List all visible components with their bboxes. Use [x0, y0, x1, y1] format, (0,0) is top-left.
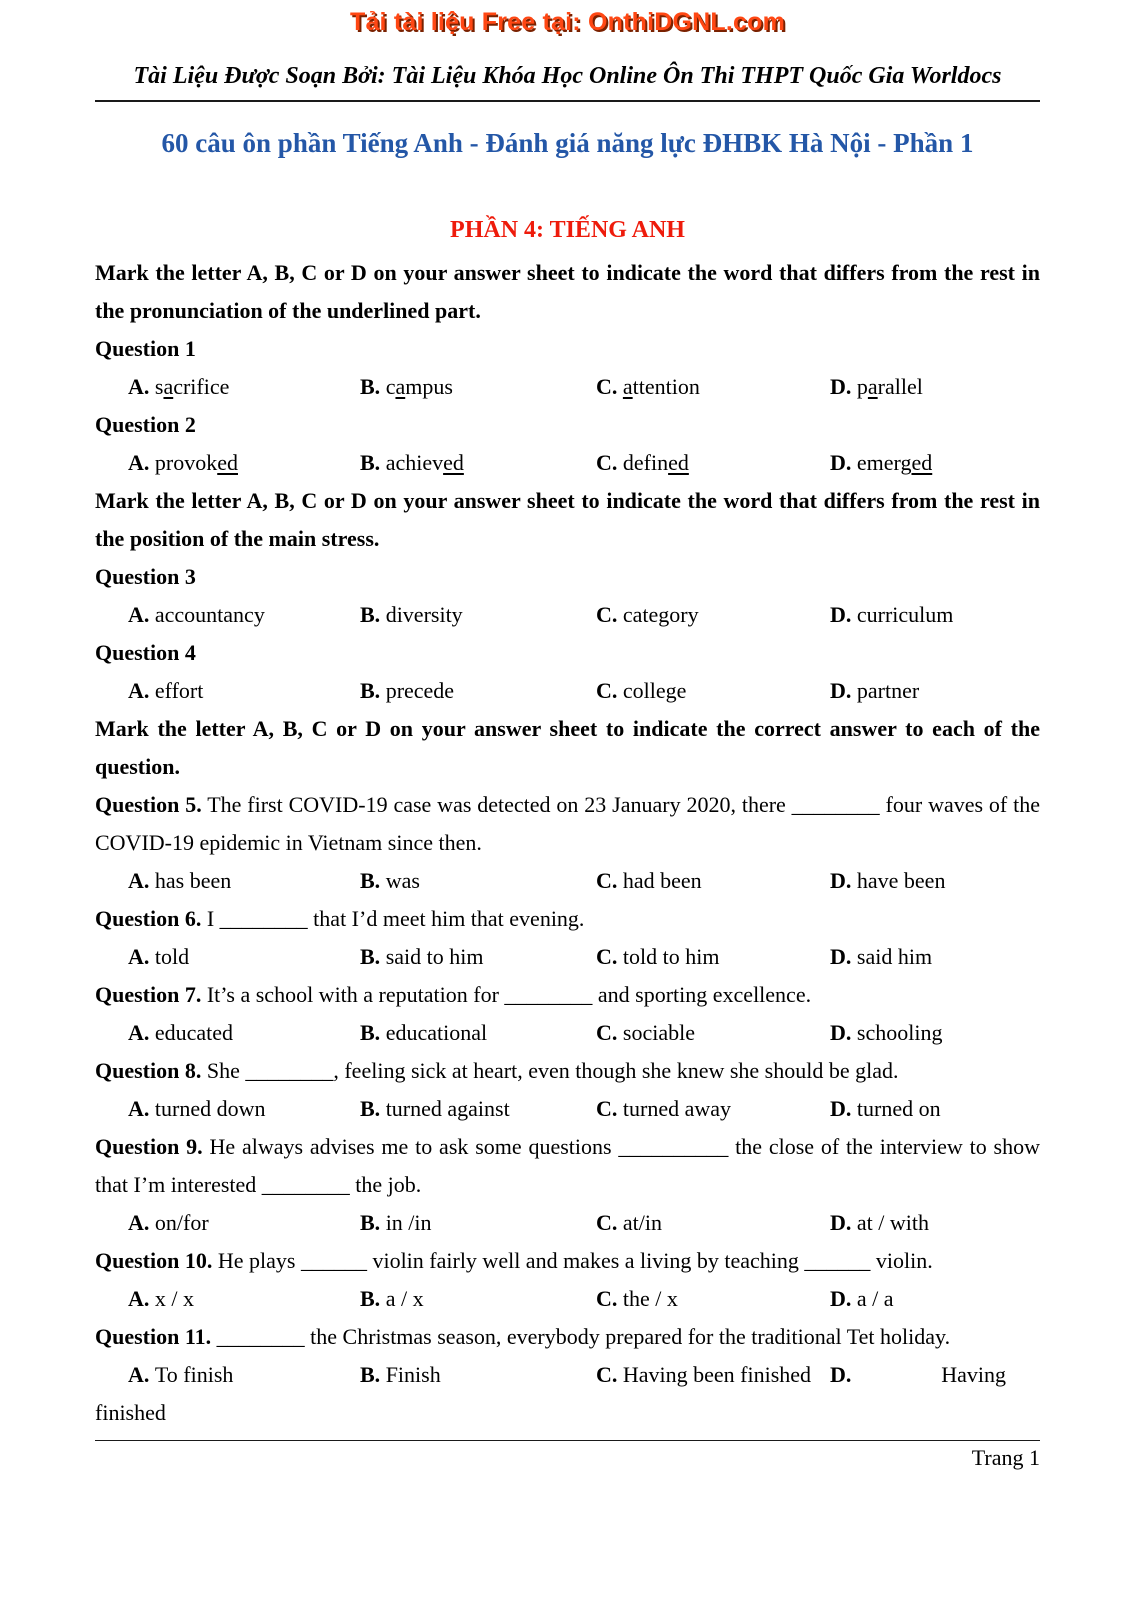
option-letter: B.	[360, 1362, 381, 1387]
option-A	[128, 1204, 360, 1242]
option-C	[596, 1090, 830, 1128]
option-A	[128, 1356, 360, 1394]
option-C	[596, 672, 830, 710]
option-text: Having been finished	[622, 1362, 812, 1387]
option-A	[128, 444, 360, 482]
question-stem: Question 6. I ________ that I’d meet him that evening.	[95, 906, 585, 931]
option-D	[830, 596, 1040, 634]
question-number: Question 11.	[95, 1324, 212, 1349]
option-B	[360, 444, 596, 482]
option-letter: D.	[830, 1096, 852, 1121]
option-text: was	[385, 868, 420, 893]
options-row	[95, 672, 1040, 710]
option-D	[830, 862, 1040, 900]
instruction-text: Mark the letter A, B, C or D on your answer sheet to indicate the word that differs from the rest in the position of the main stress.	[95, 488, 1040, 551]
option-letter: B.	[360, 1020, 381, 1045]
option-text: diversity	[385, 602, 463, 627]
question-label: Question 1	[95, 336, 196, 361]
question-number: Question 8.	[95, 1058, 202, 1083]
option-letter: A.	[128, 1210, 150, 1235]
option-letter: B.	[360, 1286, 381, 1311]
option-text: campus	[385, 374, 453, 399]
option-A	[128, 596, 360, 634]
option-letter: A.	[128, 868, 150, 893]
option-text: educational	[385, 1020, 488, 1045]
option-letter: D.	[830, 450, 852, 475]
question-flow	[95, 254, 1040, 1432]
options-row	[95, 1280, 1040, 1318]
option-D	[830, 1280, 1040, 1318]
option-letter: B.	[360, 450, 381, 475]
option-text: has been	[154, 868, 232, 893]
option-B	[360, 368, 596, 406]
question-number: Question 5.	[95, 792, 202, 817]
option-text: at / with	[856, 1210, 929, 1235]
option-text: Finish	[385, 1362, 441, 1387]
option-continuation: finished	[95, 1400, 166, 1425]
options-row	[95, 1090, 1040, 1128]
option-text: schooling	[856, 1020, 943, 1045]
option-text: told	[154, 944, 190, 969]
option-text: turned down	[154, 1096, 266, 1121]
option-D	[830, 444, 1040, 482]
option-text: curriculum	[856, 602, 954, 627]
options-row	[95, 368, 1040, 406]
options-row	[95, 1204, 1040, 1242]
option-letter: D.	[830, 1210, 852, 1235]
option-letter: D.	[830, 678, 852, 703]
option-text: turned away	[622, 1096, 732, 1121]
option-letter: D.	[830, 374, 852, 399]
option-text: in /in	[385, 1210, 432, 1235]
option-A	[128, 1280, 360, 1318]
document-title: 60 câu ôn phần Tiếng Anh - Đánh giá năng lực ĐHBK Hà Nội - Phần 1	[161, 128, 974, 158]
option-letter: D.	[830, 1020, 852, 1045]
option-D	[830, 1356, 1040, 1394]
option-letter: C.	[596, 602, 618, 627]
question-number: Question 7.	[95, 982, 202, 1007]
option-letter: C.	[596, 374, 618, 399]
option-C	[596, 1204, 830, 1242]
option-text: have been	[856, 868, 946, 893]
option-C	[596, 1280, 830, 1318]
question-label: Question 2	[95, 412, 196, 437]
page-number: Trang 1	[971, 1445, 1040, 1470]
option-A	[128, 862, 360, 900]
option-text: Having	[941, 1362, 1006, 1387]
option-letter: C.	[596, 678, 618, 703]
option-B	[360, 1014, 596, 1052]
underlined-part: a	[395, 374, 406, 399]
option-A	[128, 368, 360, 406]
option-A	[128, 672, 360, 710]
underlined-part: a	[163, 374, 174, 399]
underlined-part: a	[622, 374, 633, 399]
option-letter: A.	[128, 944, 150, 969]
option-letter: B.	[360, 868, 381, 893]
option-text: a / a	[856, 1286, 894, 1311]
option-A	[128, 1014, 360, 1052]
option-D	[830, 1090, 1040, 1128]
option-text: accountancy	[154, 602, 265, 627]
option-text: x / x	[154, 1286, 195, 1311]
option-C	[596, 368, 830, 406]
question-number: Question 9.	[95, 1134, 203, 1159]
option-text: at/in	[622, 1210, 662, 1235]
option-text: achieved	[385, 450, 464, 475]
question-stem: Question 5. The first COVID-19 case was detected on 23 January 2020, there ________ four waves of the COVID-19 epidemic in Vietnam since then.	[95, 792, 1040, 855]
option-D	[830, 1014, 1040, 1052]
underlined-part: ed	[217, 450, 238, 475]
option-text: defined	[622, 450, 689, 475]
options-row	[95, 938, 1040, 976]
options-row	[95, 1014, 1040, 1052]
option-B	[360, 1280, 596, 1318]
option-text: turned against	[385, 1096, 510, 1121]
option-text: sacrifice	[154, 374, 230, 399]
top-banner	[95, 0, 1040, 37]
option-text: the / x	[622, 1286, 678, 1311]
question-stem: Question 7. It’s a school with a reputation for ________ and sporting excellence.	[95, 982, 812, 1007]
option-A	[128, 938, 360, 976]
question-number: Question 10.	[95, 1248, 213, 1273]
option-letter: D.	[830, 1286, 852, 1311]
option-text: To finish	[154, 1362, 234, 1387]
options-row	[95, 862, 1040, 900]
question-stem: Question 10. He plays ______ violin fairly well and makes a living by teaching ______ violin.	[95, 1248, 933, 1273]
option-B	[360, 1204, 596, 1242]
banner-text: Tải tài liệu Free tại: OnthiDGNL.com	[349, 8, 786, 36]
option-text: effort	[154, 678, 204, 703]
option-letter: A.	[128, 1096, 150, 1121]
option-text: sociable	[622, 1020, 695, 1045]
option-text: told to him	[622, 944, 720, 969]
option-B	[360, 672, 596, 710]
option-text: had been	[622, 868, 702, 893]
options-row	[95, 596, 1040, 634]
option-B	[360, 862, 596, 900]
option-D	[830, 672, 1040, 710]
option-text: educated	[154, 1020, 234, 1045]
question-number: Question 6.	[95, 906, 202, 931]
option-text: college	[622, 678, 687, 703]
option-text: partner	[856, 678, 920, 703]
option-letter: A.	[128, 1362, 150, 1387]
option-text: provoked	[154, 450, 238, 475]
option-D	[830, 368, 1040, 406]
option-C	[596, 1014, 830, 1052]
option-letter: C.	[596, 1210, 618, 1235]
document-header	[95, 63, 1040, 102]
option-letter: A.	[128, 1020, 150, 1045]
option-text: category	[622, 602, 699, 627]
option-D	[830, 938, 1040, 976]
question-stem: Question 8. She ________, feeling sick at heart, even though she knew she should be glad.	[95, 1058, 899, 1083]
option-letter: B.	[360, 678, 381, 703]
option-A	[128, 1090, 360, 1128]
option-text: turned on	[856, 1096, 941, 1121]
question-label: Question 4	[95, 640, 196, 665]
instruction-text: Mark the letter A, B, C or D on your answer sheet to indicate the word that differs from the rest in the pronunciation of the underlined part.	[95, 260, 1040, 323]
question-stem: Question 11. ________ the Christmas season, everybody prepared for the traditional Tet holiday.	[95, 1324, 951, 1349]
option-C	[596, 444, 830, 482]
underlined-part: a	[867, 374, 878, 399]
option-letter: C.	[596, 1362, 618, 1387]
option-C	[596, 596, 830, 634]
underlined-part: ed	[911, 450, 933, 475]
option-letter: C.	[596, 450, 618, 475]
option-letter: C.	[596, 1286, 618, 1311]
option-letter: A.	[128, 1286, 150, 1311]
option-C	[596, 1356, 830, 1394]
option-B	[360, 1090, 596, 1128]
option-letter: D.	[830, 602, 852, 627]
option-letter: D.	[830, 944, 852, 969]
option-letter: C.	[596, 1096, 618, 1121]
option-letter: C.	[596, 944, 618, 969]
option-letter: A.	[128, 374, 150, 399]
option-letter: B.	[360, 374, 381, 399]
option-text: said to him	[385, 944, 484, 969]
instruction-text: Mark the letter A, B, C or D on your answer sheet to indicate the correct answer to each of the question.	[95, 716, 1040, 779]
option-text: on/for	[154, 1210, 209, 1235]
option-letter: B.	[360, 1210, 381, 1235]
option-text: precede	[385, 678, 455, 703]
option-B	[360, 596, 596, 634]
option-text: said him	[856, 944, 933, 969]
option-D	[830, 1204, 1040, 1242]
question-stem: Question 9. He always advises me to ask some questions __________ the close of the interview to show that I’m interested ________ the job.	[95, 1134, 1040, 1197]
option-B	[360, 938, 596, 976]
header-text: Tài Liệu Được Soạn Bởi: Tài Liệu Khóa Học Online Ôn Thi THPT Quốc Gia Worldocs	[133, 63, 1002, 89]
options-row	[95, 444, 1040, 482]
option-C	[596, 862, 830, 900]
section-title: PHẦN 4: TIẾNG ANH	[450, 217, 685, 243]
option-letter: B.	[360, 602, 381, 627]
question-label: Question 3	[95, 564, 196, 589]
option-letter: C.	[596, 868, 618, 893]
option-letter: B.	[360, 944, 381, 969]
underlined-part: ed	[668, 450, 689, 475]
option-letter: D.	[830, 868, 852, 893]
option-text: parallel	[856, 374, 923, 399]
option-text: a / x	[385, 1286, 424, 1311]
page-footer	[95, 1440, 1040, 1471]
option-letter: B.	[360, 1096, 381, 1121]
options-row	[95, 1356, 1040, 1394]
option-letter: A.	[128, 602, 150, 627]
option-letter: D.	[830, 1362, 852, 1387]
underlined-part: ed	[443, 450, 464, 475]
option-letter: C.	[596, 1020, 618, 1045]
option-letter: A.	[128, 450, 150, 475]
option-letter: A.	[128, 678, 150, 703]
option-B	[360, 1356, 596, 1394]
option-text: emerged	[856, 450, 933, 475]
option-text: attention	[622, 374, 700, 399]
option-C	[596, 938, 830, 976]
